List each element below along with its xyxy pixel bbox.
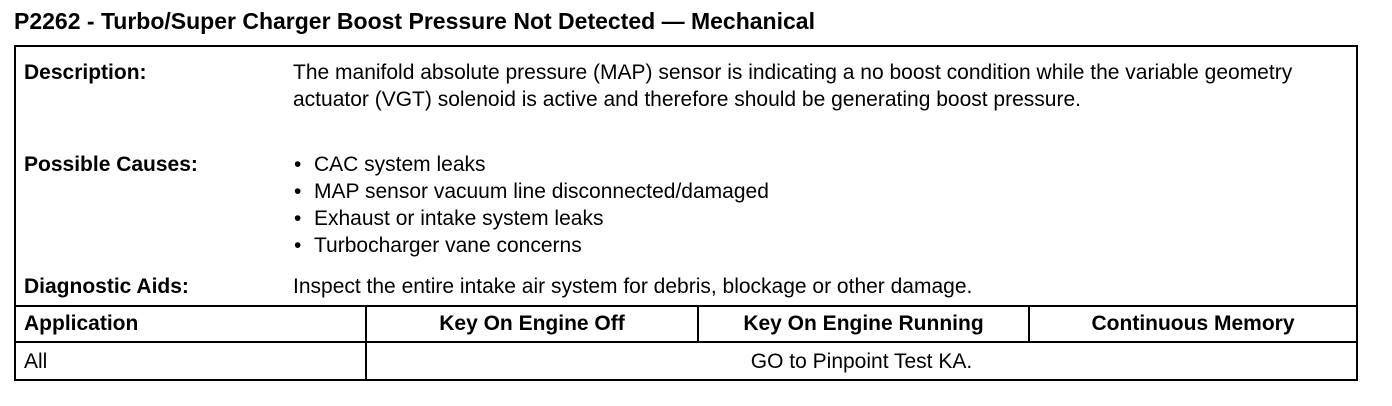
table-header-koeo: Key On Engine Off: [439, 312, 625, 335]
table-cell-action: GO to Pinpoint Test KA.: [750, 350, 973, 373]
table-header-divider: [16, 341, 1356, 343]
page-title: P2262 - Turbo/Super Charger Boost Pressure Not Detected — Mechanical: [14, 8, 815, 34]
table-cell-application: All: [24, 350, 48, 373]
table-header-continuous-memory: Continuous Memory: [1091, 312, 1295, 335]
table-header-koer: Key On Engine Running: [743, 312, 984, 335]
diagnostic-aids-text: Inspect the entire intake air system for debris, blockage or other damage.: [293, 275, 973, 298]
list-item: • Turbocharger vane concerns: [292, 232, 1326, 259]
possible-causes-label: Possible Causes:: [24, 153, 198, 176]
possible-causes-list: [292, 151, 1326, 259]
dtc-info-box: [14, 45, 1358, 381]
diagnostic-aids-row: [16, 273, 1356, 303]
list-item: • MAP sensor vacuum line disconnected/damaged: [292, 178, 1326, 205]
table-header-application: Application: [24, 312, 139, 335]
description-label: Description:: [24, 61, 147, 84]
list-item: • CAC system leaks: [292, 151, 1326, 178]
description-row: [16, 59, 1356, 141]
description-text: The manifold absolute pressure (MAP) sensor is indicating a no boost condition while the variable geometry actuator (VGT) solenoid is active and therefore should be generating boost pressure.: [293, 61, 1293, 111]
list-item: • Exhaust or intake system leaks: [292, 205, 1326, 232]
application-table: [16, 305, 1356, 379]
possible-causes-row: [16, 151, 1356, 263]
diagnostic-aids-label: Diagnostic Aids:: [24, 275, 189, 298]
